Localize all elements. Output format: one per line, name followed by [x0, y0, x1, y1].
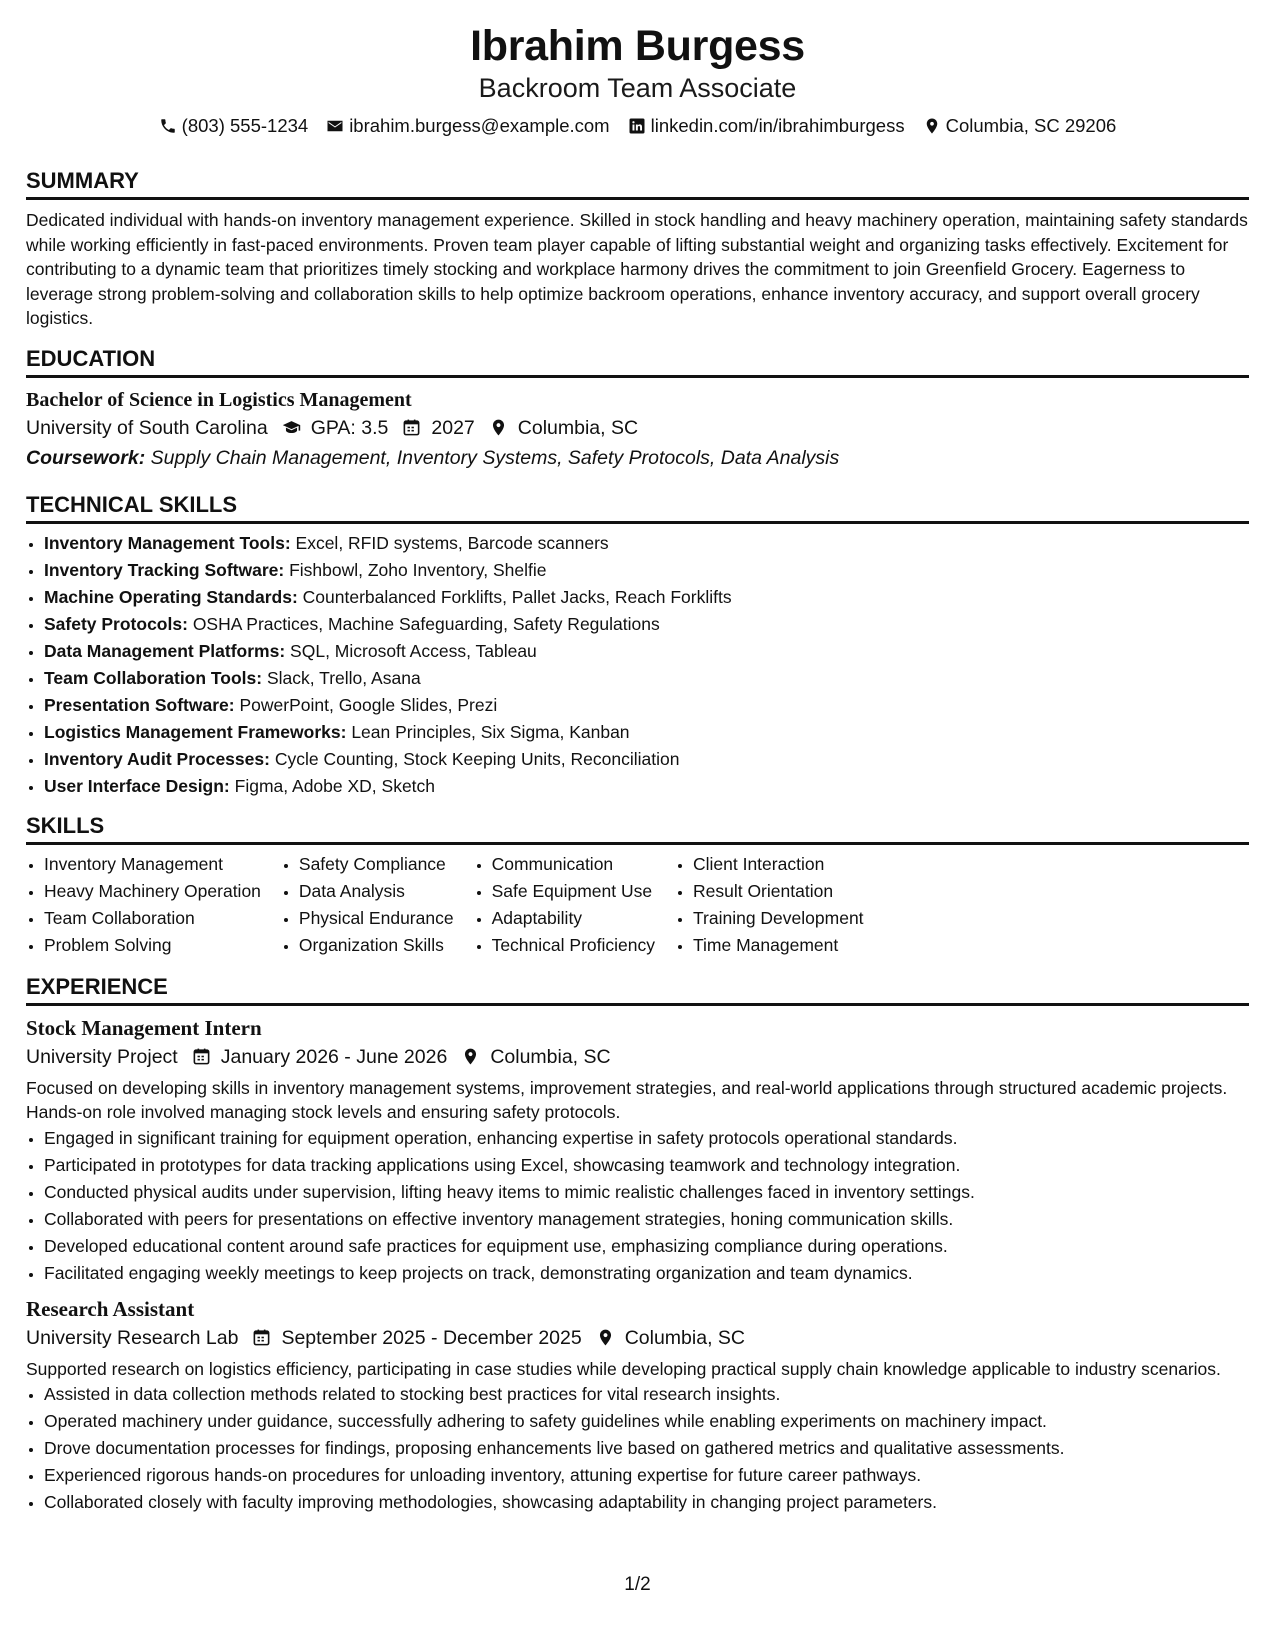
job-dates: January 2026 - June 2026: [220, 1045, 448, 1068]
tech-skill-item: • Inventory Management Tools: Excel, RFID systems, Barcode scanners: [44, 530, 1249, 557]
job-entry: [26, 1014, 1249, 1287]
map-pin-icon: [461, 1047, 480, 1066]
skill-item: • Organization Skills: [299, 932, 454, 959]
location-text: Columbia, SC 29206: [945, 115, 1117, 136]
summary-text: Dedicated individual with hands-on inventory management experience. Skilled in stock handling and heavy machinery operation, maintaining safety standards while working efficiently in fast-paced environments. Proven team player capable of lifting substantial weight and organizing tasks effectively. Excitement for contributing to a dynamic team that prioritizes timely stocking and workplace harmony drives the commitment to join Greenfield Grocery. Eagerness to leverage strong problem-solving and collaboration skills to help optimize backroom operations, enhance inventory accuracy, and support overall grocery logistics.: [26, 210, 1248, 328]
skill-item: • Result Orientation: [693, 878, 864, 905]
tech-skill-item: • Presentation Software: PowerPoint, Google Slides, Prezi: [44, 692, 1249, 719]
map-pin-icon: [489, 418, 508, 437]
skills-column: [26, 851, 261, 959]
technical-skills-section: [26, 491, 1249, 800]
degree-title: Bachelor of Science in Logistics Management: [26, 388, 412, 411]
skills-column: [281, 851, 454, 959]
skills-heading: SKILLS: [26, 812, 1249, 845]
technical-skills-heading: TECHNICAL SKILLS: [26, 491, 1249, 524]
education-heading: EDUCATION: [26, 345, 1249, 378]
skill-item: • Time Management: [693, 932, 864, 959]
job-dates: September 2025 - December 2025: [281, 1326, 582, 1349]
linkedin-icon: [628, 117, 646, 135]
graduation-year: 2027: [431, 416, 475, 439]
skills-grid: [26, 851, 1249, 959]
tech-skill-item: • User Interface Design: Figma, Adobe XD, Sketch: [44, 773, 1249, 800]
coursework-label: Coursework:: [26, 446, 146, 469]
job-bullets: [26, 1381, 1249, 1516]
technical-skills-list: [26, 530, 1249, 800]
skill-item: • Communication: [492, 851, 655, 878]
email-text: ibrahim.burgess@example.com: [349, 115, 610, 136]
tech-skill-item: • Inventory Tracking Software: Fishbowl, Zoho Inventory, Shelfie: [44, 557, 1249, 584]
job-title: Research Assistant: [26, 1296, 195, 1321]
graduation-cap-icon: [282, 418, 301, 437]
tech-skill-item: • Logistics Management Frameworks: Lean Principles, Six Sigma, Kanban: [44, 719, 1249, 746]
phone-text: (803) 555-1234: [181, 115, 309, 136]
skill-item: • Physical Endurance: [299, 905, 454, 932]
job-org: University Research Lab: [26, 1326, 239, 1349]
calendar-icon: [252, 1328, 271, 1347]
coursework-list: Supply Chain Management, Inventory Systems, Safety Protocols, Data Analysis: [150, 446, 840, 469]
job-entry: [26, 1295, 1249, 1517]
calendar-icon: [402, 418, 421, 437]
tech-skill-item: • Machine Operating Standards: Counterbalanced Forklifts, Pallet Jacks, Reach Forklifts: [44, 584, 1249, 611]
job-bullet: • Assisted in data collection methods related to stocking best practices for vital research insights.: [44, 1381, 1249, 1408]
gpa: GPA: 3.5: [310, 416, 389, 439]
contact-email[interactable]: [326, 113, 609, 139]
school-name: University of South Carolina: [26, 416, 268, 439]
job-bullet: • Operated machinery under guidance, successfully adhering to safety guidelines while enabling experiments on machinery impact.: [44, 1408, 1249, 1435]
tech-skill-item: • Team Collaboration Tools: Slack, Trello, Asana: [44, 665, 1249, 692]
education-meta: [26, 413, 1249, 443]
contact-phone[interactable]: [159, 113, 309, 139]
job-bullet: • Experienced rigorous hands-on procedures for unloading inventory, attuning expertise for future career pathways.: [44, 1462, 1249, 1489]
candidate-title: Backroom Team Associate: [478, 73, 797, 103]
summary-heading: SUMMARY: [26, 167, 1249, 200]
summary-section: [26, 167, 1249, 331]
skill-item: • Client Interaction: [693, 851, 864, 878]
map-pin-icon: [596, 1328, 615, 1347]
skill-item: • Technical Proficiency: [492, 932, 655, 959]
skill-item: • Team Collaboration: [44, 905, 261, 932]
skills-column: [474, 851, 655, 959]
skill-item: • Data Analysis: [299, 878, 454, 905]
calendar-icon: [192, 1047, 211, 1066]
map-pin-icon: [923, 117, 941, 135]
job-description: Supported research on logistics efficiency, participating in case studies while developing practical supply chain knowledge applicable to industry scenarios.: [26, 1358, 1221, 1379]
skill-item: • Inventory Management: [44, 851, 261, 878]
contact-linkedin[interactable]: [628, 113, 905, 139]
job-bullet: • Participated in prototypes for data tracking applications using Excel, showcasing teamwork and technology integration.: [44, 1152, 1249, 1179]
job-meta: [26, 1042, 1249, 1072]
tech-skill-item: • Inventory Audit Processes: Cycle Counting, Stock Keeping Units, Reconciliation: [44, 746, 1249, 773]
job-org: University Project: [26, 1045, 178, 1068]
contact-location: [923, 113, 1117, 139]
skill-item: • Safety Compliance: [299, 851, 454, 878]
job-title: Stock Management Intern: [26, 1015, 262, 1040]
tech-skill-item: • Safety Protocols: OSHA Practices, Machine Safeguarding, Safety Regulations: [44, 611, 1249, 638]
coursework-line: [26, 443, 1249, 473]
envelope-icon: [326, 117, 344, 135]
experience-heading: EXPERIENCE: [26, 973, 1249, 1006]
phone-icon: [159, 117, 177, 135]
experience-section: [26, 973, 1249, 1517]
tech-skill-item: • Data Management Platforms: SQL, Microsoft Access, Tableau: [44, 638, 1249, 665]
job-bullet: • Collaborated closely with faculty improving methodologies, showcasing adaptability in changing project parameters.: [44, 1489, 1249, 1516]
education-section: [26, 345, 1249, 473]
education-location: Columbia, SC: [517, 416, 639, 439]
skill-item: • Training Development: [693, 905, 864, 932]
skills-section: [26, 812, 1249, 959]
page-number: 1/2: [624, 1574, 651, 1595]
job-location: Columbia, SC: [624, 1326, 745, 1349]
skills-column: [675, 851, 864, 959]
job-bullets: [26, 1125, 1249, 1287]
job-bullet: • Collaborated with peers for presentations on effective inventory management strategies, honing communication skills.: [44, 1206, 1249, 1233]
skill-item: • Heavy Machinery Operation: [44, 878, 261, 905]
candidate-name: Ibrahim Burgess: [470, 22, 805, 70]
job-meta: [26, 1323, 1249, 1353]
linkedin-text: linkedin.com/in/ibrahimburgess: [650, 115, 905, 136]
job-location: Columbia, SC: [490, 1045, 611, 1068]
skill-item: • Safe Equipment Use: [492, 878, 655, 905]
job-bullet: • Developed educational content around safe practices for equipment use, emphasizing compliance during operations.: [44, 1233, 1249, 1260]
job-bullet: • Conducted physical audits under supervision, lifting heavy items to mimic realistic challenges faced in inventory settings.: [44, 1179, 1249, 1206]
job-bullet: • Engaged in significant training for equipment operation, enhancing expertise in safety protocols operational standards.: [44, 1125, 1249, 1152]
job-bullet: • Facilitated engaging weekly meetings to keep projects on track, demonstrating organization and team dynamics.: [44, 1260, 1249, 1287]
contact-bar: [26, 113, 1249, 139]
resume-header: [26, 20, 1249, 139]
job-description: Focused on developing skills in inventory management systems, improvement strategies, and real-world applications through structured academic projects. Hands-on role involved managing stock levels and ensuring safety protocols.: [26, 1077, 1228, 1122]
skill-item: • Problem Solving: [44, 932, 261, 959]
job-bullet: • Drove documentation processes for findings, proposing enhancements live based on gathered metrics and qualitative assessments.: [44, 1435, 1249, 1462]
skill-item: • Adaptability: [492, 905, 655, 932]
